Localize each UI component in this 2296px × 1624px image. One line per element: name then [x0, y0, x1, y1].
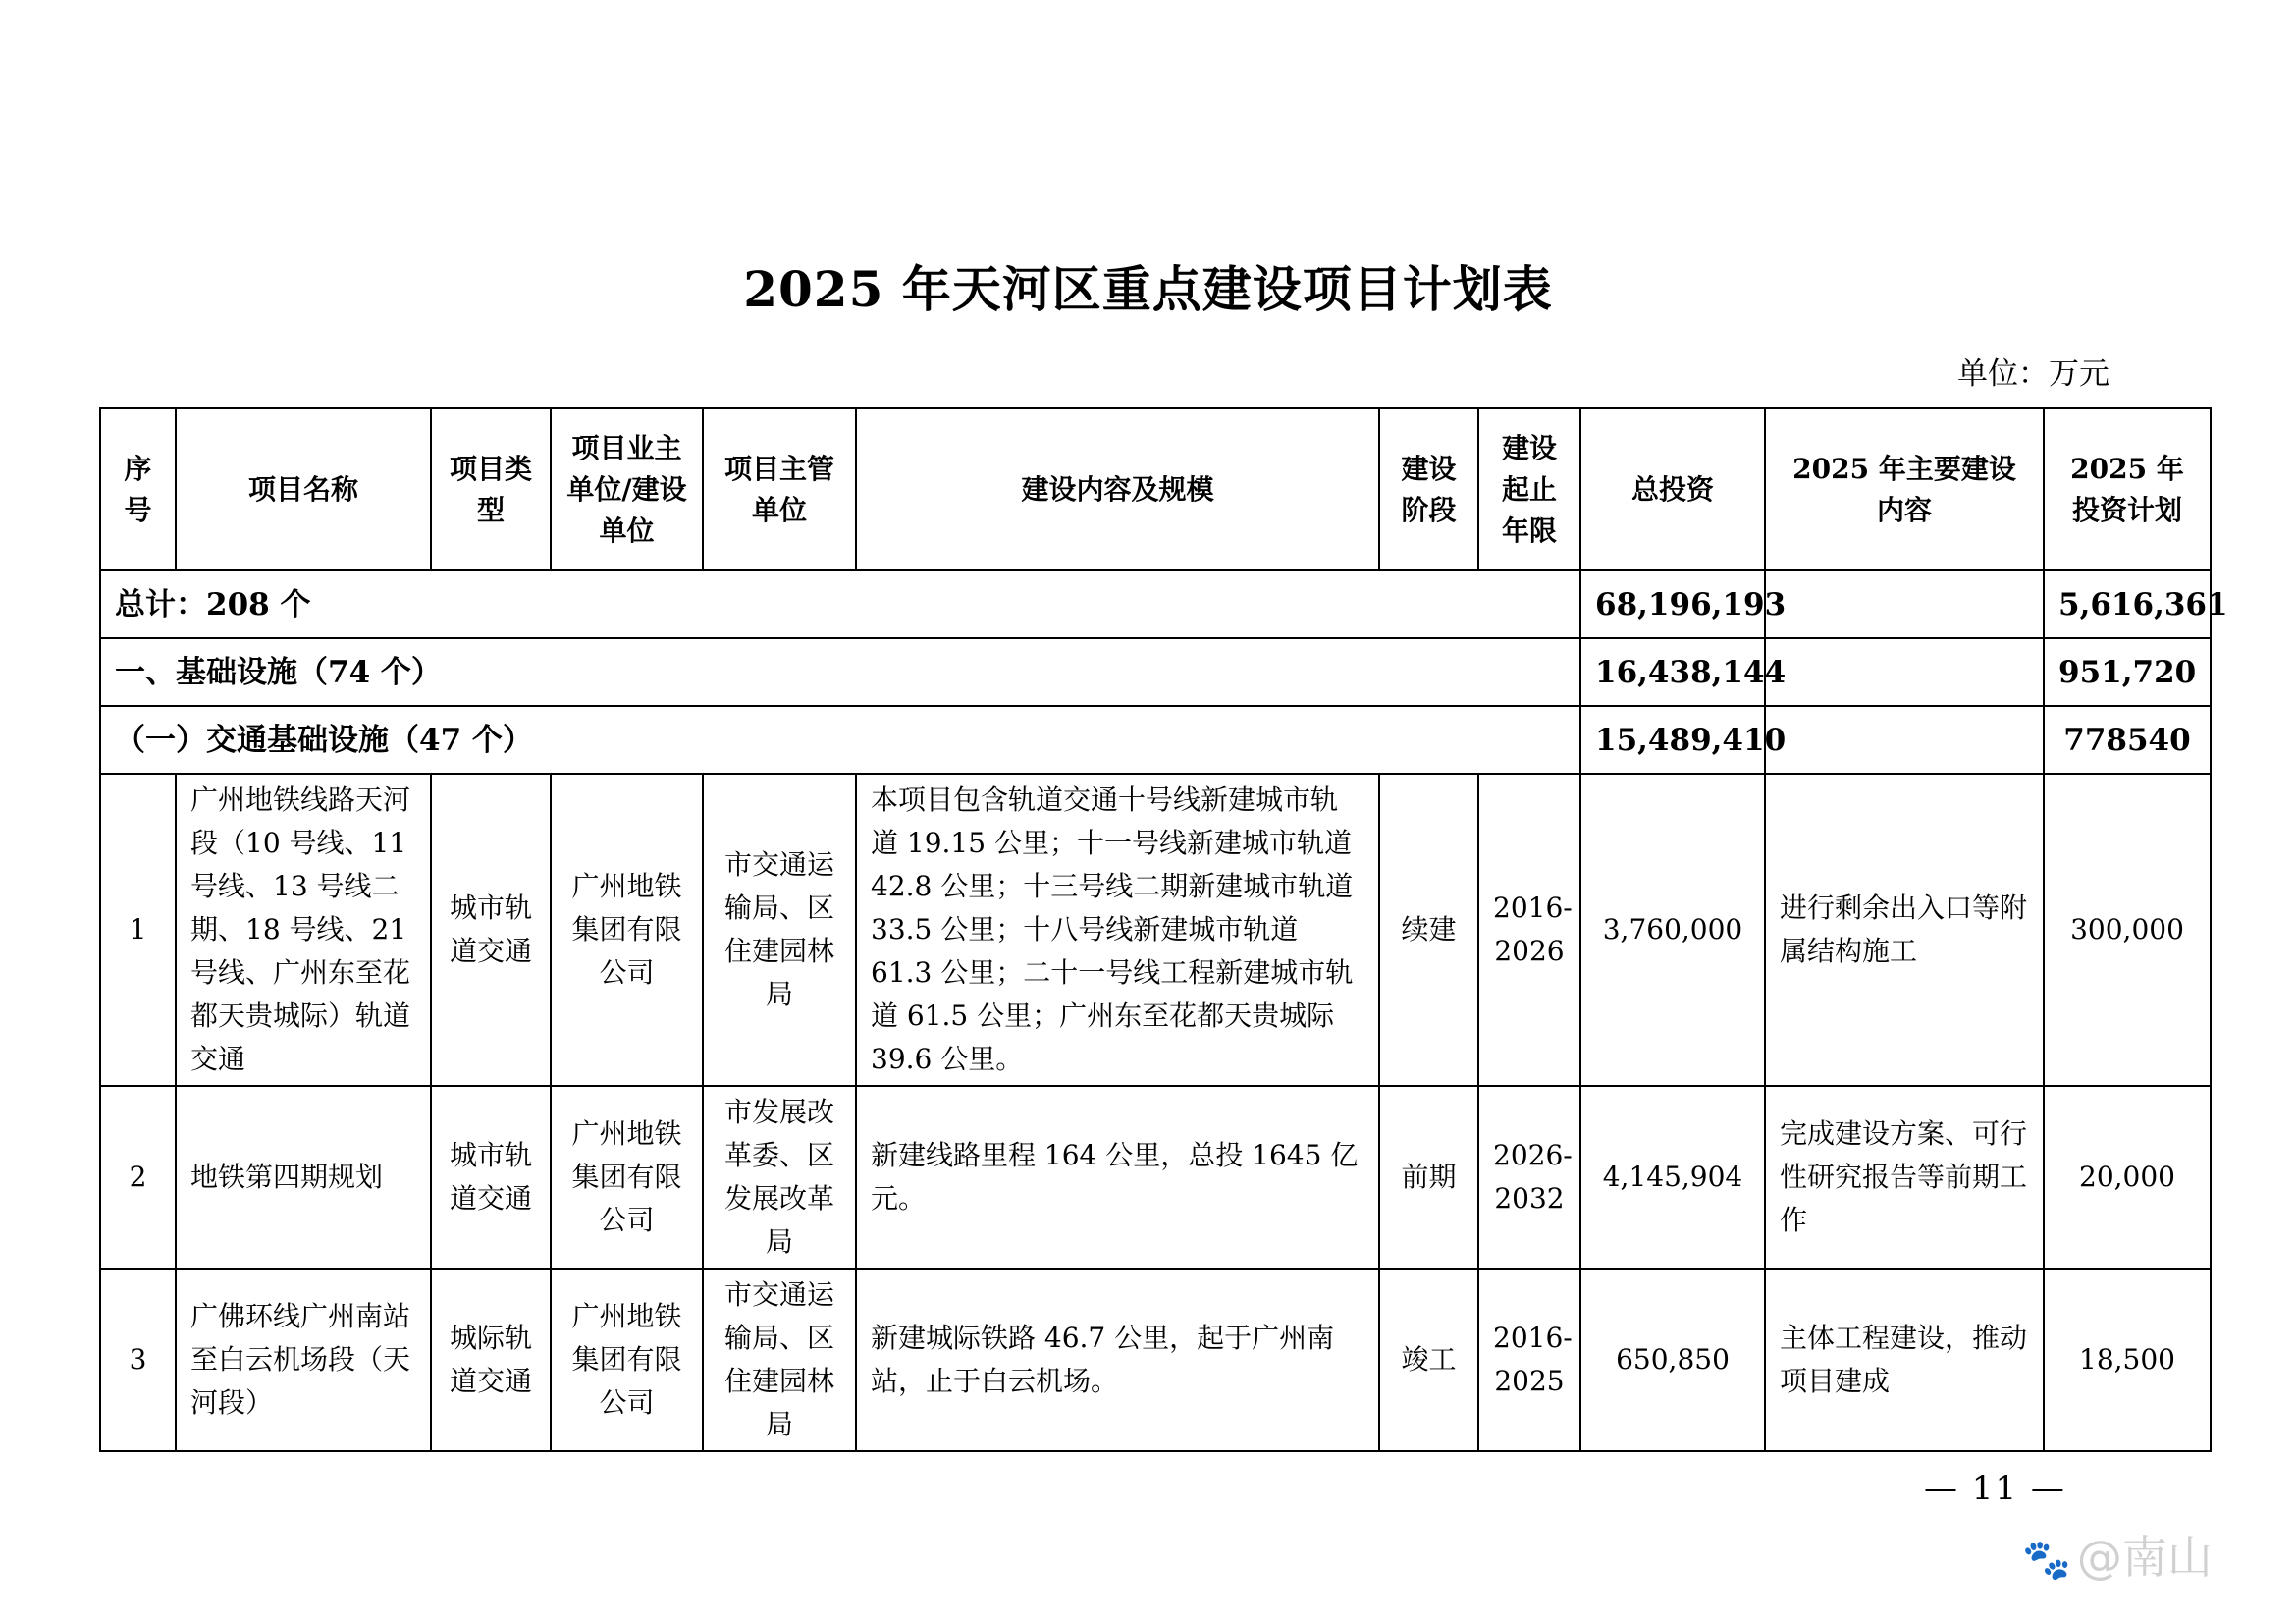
cell-dept: 市发展改革委、区发展改革局 [703, 1086, 856, 1269]
summary-row-total [100, 570, 2211, 638]
header-name: 项目名称 [176, 408, 431, 570]
cell-plan2025: 18,500 [2044, 1269, 2211, 1451]
page-title: 2025 年天河区重点建设项目计划表 [743, 260, 1553, 318]
cell-stage: 前期 [1379, 1086, 1478, 1269]
summary-plan: 5,616,361 [2044, 570, 2211, 638]
summary-row-transport [100, 706, 2211, 774]
cell-total: 4,145,904 [1580, 1086, 1765, 1269]
cell-no: 2 [100, 1086, 176, 1269]
header-plan2025: 2025 年投资计划 [2044, 408, 2211, 570]
cell-period: 2016-2025 [1478, 1269, 1580, 1451]
table-row [100, 1269, 2211, 1451]
header-main2025: 2025 年主要建设内容 [1765, 408, 2044, 570]
cell-no: 3 [100, 1269, 176, 1451]
cell-type: 城际轨道交通 [431, 1269, 551, 1451]
cell-content: 新建城际铁路 46.7 公里，起于广州南站，止于白云机场。 [856, 1269, 1379, 1451]
summary-empty [1765, 570, 2044, 638]
cell-name: 广佛环线广州南站至白云机场段（天河段） [176, 1269, 431, 1451]
cell-total: 650,850 [1580, 1269, 1765, 1451]
cell-plan2025: 300,000 [2044, 774, 2211, 1086]
header-dept: 项目主管单位 [703, 408, 856, 570]
summary-label: 总计：208 个 [100, 570, 1580, 638]
cell-total: 3,760,000 [1580, 774, 1765, 1086]
cell-main2025: 完成建设方案、可行性研究报告等前期工作 [1765, 1086, 2044, 1269]
header-owner: 项目业主单位/建设单位 [551, 408, 703, 570]
cell-name: 地铁第四期规划 [176, 1086, 431, 1269]
header-row [100, 408, 2211, 570]
cell-period: 2026-2032 [1478, 1086, 1580, 1269]
summary-empty [1765, 706, 2044, 774]
summary-total: 68,196,193 [1580, 570, 1765, 638]
watermark [2022, 1522, 2213, 1587]
page-number: — 11 — [1924, 1469, 2066, 1508]
summary-total: 15,489,410 [1580, 706, 1765, 774]
summary-plan: 951,720 [2044, 638, 2211, 706]
cell-owner: 广州地铁集团有限公司 [551, 1269, 703, 1451]
cell-plan2025: 20,000 [2044, 1086, 2211, 1269]
cell-period: 2016-2026 [1478, 774, 1580, 1086]
header-period: 建设起止年限 [1478, 408, 1580, 570]
cell-no: 1 [100, 774, 176, 1086]
cell-main2025: 进行剩余出入口等附属结构施工 [1765, 774, 2044, 1086]
summary-empty [1765, 638, 2044, 706]
cell-content: 本项目包含轨道交通十号线新建城市轨道 19.15 公里；十一号线新建城市轨道 42.8 公里；十三号线二期新建城市轨道 33.5 公里；十八号线新建城市轨道 61.3 公里；二十一号线工程新建城市轨道 61.5 公里；广州东至花都天贵城际 39.6 公里。 [856, 774, 1379, 1086]
cell-dept: 市交通运输局、区住建园林局 [703, 1269, 856, 1451]
header-stage: 建设阶段 [1379, 408, 1478, 570]
paw-icon: 🐾 [2022, 1538, 2071, 1583]
summary-label: （一）交通基础设施（47 个） [100, 706, 1580, 774]
cell-type: 城市轨道交通 [431, 774, 551, 1086]
cell-content: 新建线路里程 164 公里，总投 1645 亿元。 [856, 1086, 1379, 1269]
header-type: 项目类型 [431, 408, 551, 570]
cell-stage: 续建 [1379, 774, 1478, 1086]
table-row [100, 774, 2211, 1086]
header-no: 序号 [100, 408, 176, 570]
cell-dept: 市交通运输局、区住建园林局 [703, 774, 856, 1086]
summary-total: 16,438,144 [1580, 638, 1765, 706]
summary-row-infrastructure [100, 638, 2211, 706]
header-total: 总投资 [1580, 408, 1765, 570]
header-content: 建设内容及规模 [856, 408, 1379, 570]
cell-type: 城市轨道交通 [431, 1086, 551, 1269]
cell-name: 广州地铁线路天河段（10 号线、11 号线、13 号线二期、18 号线、21 号线、广州东至花都天贵城际）轨道交通 [176, 774, 431, 1086]
cell-owner: 广州地铁集团有限公司 [551, 1086, 703, 1269]
project-table [99, 407, 2228, 1452]
unit-label: 单位：万元 [1957, 356, 2109, 392]
cell-main2025: 主体工程建设，推动项目建成 [1765, 1269, 2044, 1451]
summary-label: 一、基础设施（74 个） [100, 638, 1580, 706]
cell-owner: 广州地铁集团有限公司 [551, 774, 703, 1086]
table-row [100, 1086, 2211, 1269]
watermark-text: @南山 [2076, 1531, 2213, 1584]
cell-stage: 竣工 [1379, 1269, 1478, 1451]
summary-plan: 778540 [2044, 706, 2211, 774]
